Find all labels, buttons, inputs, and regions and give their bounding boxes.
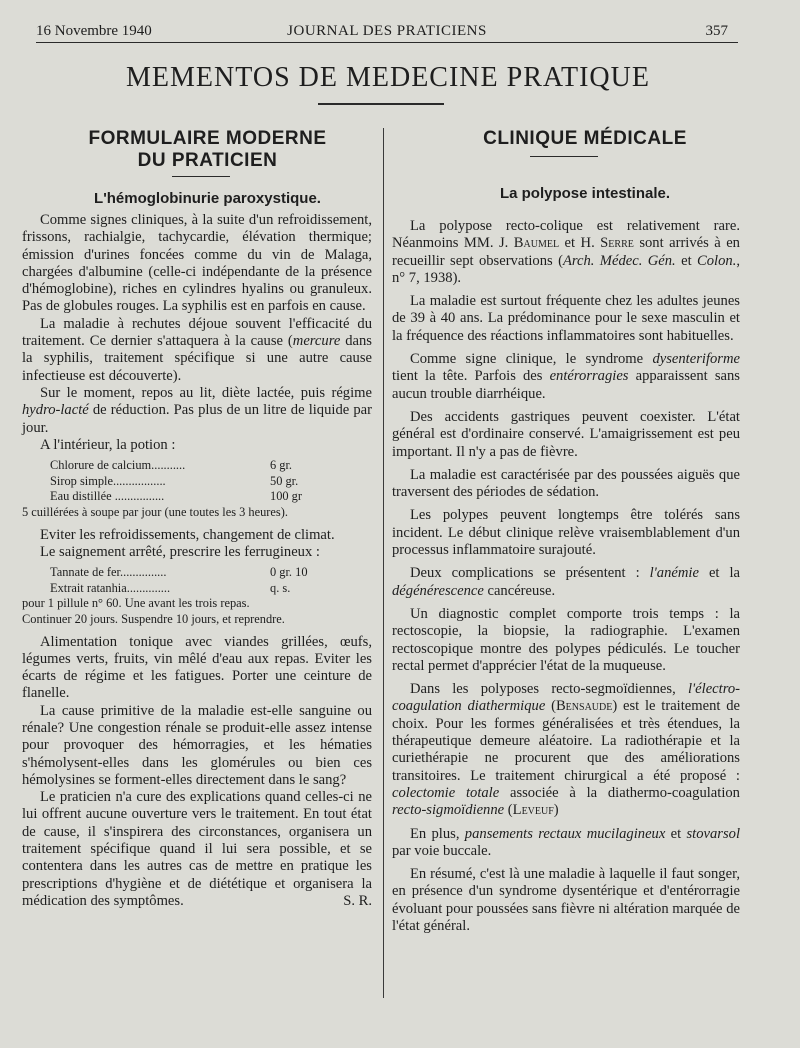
paragraph <box>22 789 372 910</box>
ingredient: Tannate de fer............... <box>50 565 167 580</box>
recipe-line <box>22 565 372 581</box>
text-run: cancéreuse. <box>483 582 556 599</box>
text-run: En plus, <box>410 825 465 842</box>
text-run: Dans les polyposes recto-segmoïdiennes, <box>410 681 688 698</box>
paragraph: Des accidents gastriques peuvent coexister. L'état général est d'ordinaire conservé. L'amaigrissement est peu important. Il n'y a pas de fièvre. <box>392 408 740 460</box>
paragraph: En résumé, c'est là une maladie à laquelle il faut songer, en présence d'un syndrome dysentérique et d'entérorragie évoluant pour poussées sans fièvre ni altération marquée de l'état général. <box>392 866 740 934</box>
recipe-line <box>22 458 372 474</box>
left-section-title <box>40 128 375 172</box>
text-run: Deux complications se présentent : <box>410 565 650 582</box>
paragraph: Eviter les refroidissements, changement de climat. <box>40 526 335 543</box>
paragraph: A l'intérieur, la potion : <box>40 436 176 453</box>
text-run: de réduction. Pas plus de un litre de liquide par jour. <box>22 402 372 436</box>
recipe-potion <box>22 458 372 520</box>
dose: 6 gr. <box>270 458 293 473</box>
recipe-note: Continuer 20 jours. Suspendre 10 jours, et reprendre. <box>22 611 285 626</box>
paragraph <box>392 565 740 600</box>
ingredient: Eau distillée ................ <box>50 489 165 504</box>
text-run: associée à la diathermo-coagulation <box>499 784 740 801</box>
title-rule <box>318 103 444 105</box>
text-run: Sur le moment, repos au lit, diète lactée, puis régime <box>40 384 372 401</box>
column-divider <box>383 128 384 998</box>
paragraph: Un diagnostic complet comporte trois temps : la rectoscopie, la biopsie, la radiographie. L'examen rectoscopique montre des polypes pédiculés. Le toucher rectal permet d'apprécier l'état de la muqueuse. <box>392 605 740 674</box>
ingredient: Extrait ratanhia.............. <box>50 580 171 595</box>
text-run: La maladie à rechutes déjoue souvent l'efficacité du traitement. Ce dernier s'attaquera à la cause ( <box>22 315 372 350</box>
italic-run: colectomie totale <box>392 784 500 801</box>
author-name: Baumel <box>513 235 560 252</box>
paragraph: La cause primitive de la maladie est-elle sanguine ou rénale? Une congestion rénale se produit-elle assez intense pour provoquer des hémorragies, et les hématies s'hémolysent-elles dans les glomérules ou bien ces hémolysines se forment-elles directement dans le sang? <box>22 702 372 788</box>
issue-date: 16 Novembre 1940 <box>36 23 152 39</box>
page-number: 357 <box>705 23 728 39</box>
text-run: et la <box>698 565 740 582</box>
text-run: tient la tête. Parfois des <box>392 368 550 385</box>
dose: 50 gr. <box>270 473 299 488</box>
dose: 100 gr <box>270 489 303 504</box>
text-run: dans la syphilis, traitement spécifique si une autre cause infectieuse est découverte). <box>22 333 372 384</box>
recipe-note: pour 1 pillule n° 60. Une avant les trois repas. <box>22 596 250 611</box>
paragraph <box>392 826 740 861</box>
recipe-line <box>22 489 372 505</box>
right-section-title: CLINIQUE MÉDICALE <box>483 128 687 149</box>
right-subtitle: La polypose intestinale. <box>499 185 671 202</box>
paragraph: Comme signes cliniques, à la suite d'un refroidissement, frissons, rachialgie, tachycardie, élévation thermique; émission d'urines foncées comme du vin de Malaga, chargées d'albumine (celle-ci indépendante de la présence d'hémoglobine), riches en cylindres hyalins ou granuleux. Pas de globules rouges. La syphilis est en parfois en cause. <box>22 212 372 315</box>
left-column-text <box>22 212 372 910</box>
italic-run: dégénérescence <box>392 582 484 599</box>
paragraph: Les polypes peuvent longtemps être tolérés sans incident. Le début clinique relève vraisemblablement d'un processus inflammatoire surajouté. <box>392 507 740 559</box>
italic-run: l'électro-coagulation diathermique <box>392 681 740 715</box>
text-run: et <box>675 252 698 269</box>
recipe-pills <box>22 565 372 627</box>
italic-run: pansements rectaux mucilagineux <box>464 825 666 842</box>
recipe-note: 5 cuillérées à soupe par jour (une toutes les 3 heures). <box>22 504 288 519</box>
paragraph <box>392 351 740 403</box>
text-run: par voie buccale. <box>392 842 492 859</box>
left-section-title-line1: FORMULAIRE MODERNE <box>88 128 327 149</box>
left-section-title-line2: DU PRATICIEN <box>137 150 278 171</box>
paragraph <box>392 218 740 287</box>
italic-run: l'anémie <box>649 565 699 582</box>
recipe-line <box>22 581 372 597</box>
text-run: , n° 7, 1938). <box>392 252 740 286</box>
journal-name: JOURNAL DES PRATICIENS <box>287 23 487 39</box>
italic-run: stovarsol <box>686 825 740 842</box>
main-title: MEMENTOS DE MEDECINE PRATIQUE <box>126 62 650 93</box>
italic-run: dysenteriforme <box>652 351 740 368</box>
ingredient: Chlorure de calcium........... <box>50 458 186 473</box>
text-run: ) <box>553 802 559 819</box>
text-run: et H. <box>559 235 601 252</box>
text-run: et <box>665 825 687 842</box>
author-name: Serre <box>600 235 634 252</box>
dose: 0 gr. 10 <box>270 565 308 580</box>
italic-run: mercure <box>292 333 341 350</box>
right-column-text <box>392 218 740 935</box>
paragraph <box>22 385 372 437</box>
paragraph <box>392 681 740 819</box>
running-header <box>36 20 738 43</box>
right-title-rule <box>530 156 598 157</box>
dose: q. s. <box>270 580 291 595</box>
ingredient: Sirop simple................. <box>50 473 166 488</box>
paragraph: La maladie est surtout fréquente chez les adultes jeunes de 39 à 40 ans. La prédominance pour le sexe masculin et la fréquence des réactions inflammatoires sont habituelles. <box>392 293 740 344</box>
journal-citation: Arch. Médec. Gén. <box>562 252 676 269</box>
text-run: Comme signe clinique, le syndrome <box>410 351 653 368</box>
left-title-rule <box>172 176 230 177</box>
text-run: ) est le traitement de choix. Pour les formes généralisées et très étendues, la thérapeutique demeure aléatoire. La radiothérapie et la curiethérapie ne procurent que des améliorations transitoires. Le traitement chirurgical a été proposé : <box>392 698 740 784</box>
text-run: ( <box>504 802 513 819</box>
text-run: sont arrivés à en recueillir sept observations ( <box>392 235 740 269</box>
author-name: Bensaude <box>555 698 613 715</box>
journal-citation: Colon. <box>697 252 737 269</box>
italic-run: hydro-lacté <box>22 402 89 419</box>
italic-run: entérorragies <box>549 368 629 385</box>
paragraph: Le saignement arrêté, prescrire les ferrugineux : <box>40 543 320 560</box>
paragraph <box>22 316 372 385</box>
italic-run: recto-sigmoïdienne <box>392 802 505 819</box>
paragraph: Alimentation tonique avec viandes grillées, œufs, légumes verts, fruits, vin mêlé d'eau aux repas. Eviter les écarts de régime et les fatigues. Porter une ceinture de flanelle. <box>22 633 372 702</box>
text-run: ( <box>545 698 556 715</box>
text-run: Le praticien n'a cure des explications quand celles-ci ne lui offrent aucune ouverture vers le traitement. En tout état de cause, il s'inspirera des circonstances, organisera un traitement spécifique quand il lui sera possible, et se contentera dans les autres cas de mettre en pratique les prescriptions d'hygiène et de diététique et organisera la médication des symptômes. <box>22 789 372 909</box>
recipe-line <box>22 474 372 490</box>
author-name: Leveuf <box>512 802 554 819</box>
signature: S. R. <box>343 892 372 909</box>
left-subtitle: L'hémoglobinurie paroxystique. <box>94 190 321 207</box>
paragraph: La maladie est caractérisée par des poussées aiguës que traversent des périodes de sédation. <box>392 466 740 501</box>
text-run: apparaissent sans aucun trouble diarrhéique. <box>392 368 740 402</box>
text-run: La polypose recto-colique est relativement rare. Néanmoins MM. J. <box>392 218 740 252</box>
